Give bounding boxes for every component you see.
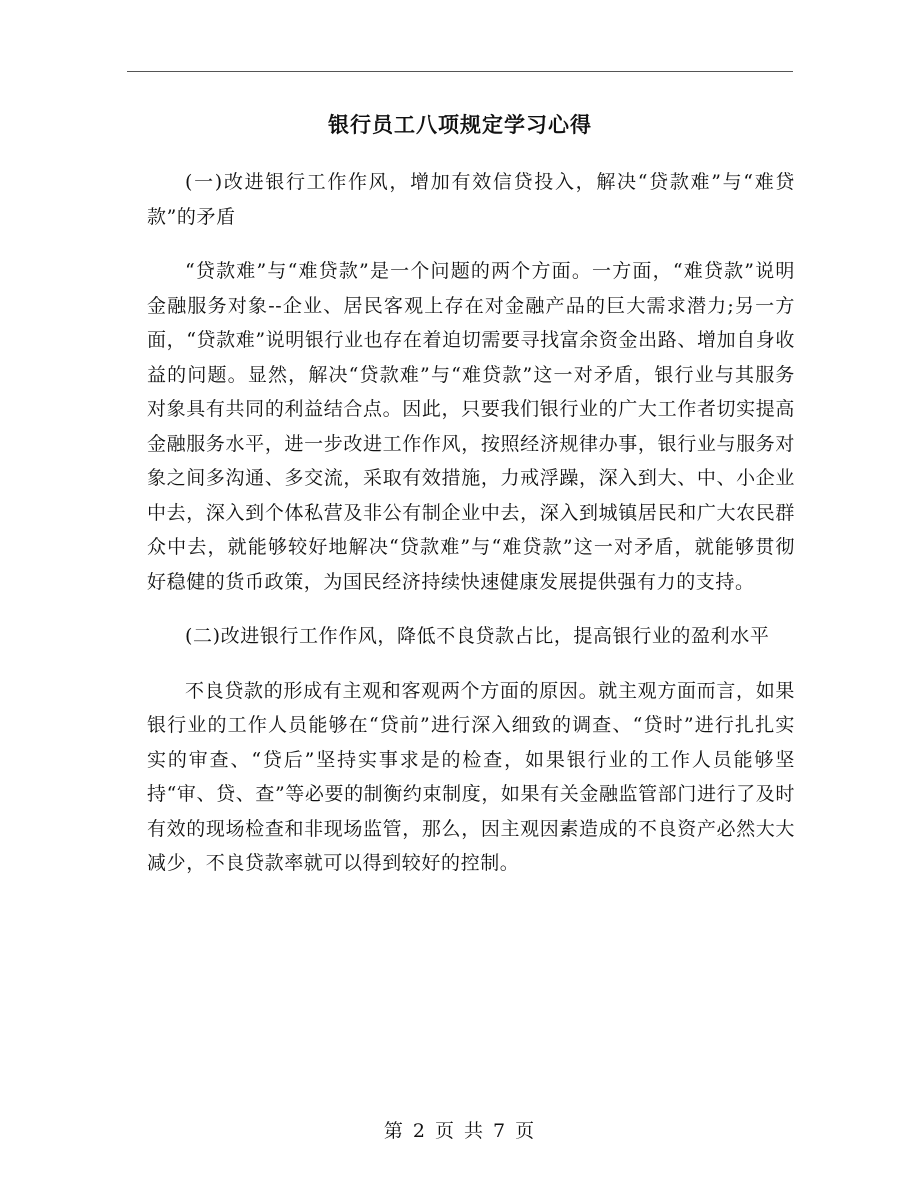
- header-rule: [127, 71, 793, 72]
- page-number-footer: 第 2 页 共 7 页: [383, 1120, 537, 1142]
- document-title: 银行员工八项规定学习心得: [328, 112, 592, 137]
- body-paragraph-1: “贷款难”与“难贷款”是一个问题的两个方面。一方面，“难贷款”说明金融服务对象--企业、居民客观上存在对金融产品的巨大需求潜力;另一方面，“贷款难”说明银行业也存在着迫切需要寻找富余资金出路、增加自身收益的问题。显然，解决“贷款难”与“难贷款”这一对矛盾，银行业与其服务对象具有共同的利益结合点。因此，只要我们银行业的广大工作者切实提高金融服务水平，进一步改进工作作风，按照经济规律办事，银行业与服务对象之间多沟通、多交流，采取有效措施，力戒浮躁，深入到大、中、小企业中去，深入到个体私营及非公有制企业中去，深入到城镇居民和广大农民群众中去，就能够较好地解决“贷款难”与“难贷款”这一对矛盾，就能够贯彻好稳健的货币政策，为国民经济持续快速健康发展提供强有力的支持。: [147, 260, 795, 593]
- section-heading-2: (二)改进银行工作作风，降低不良贷款占比，提高银行业的盈利水平: [185, 625, 770, 647]
- section-heading-1: (一)改进银行工作作风，增加有效信贷投入，解决“贷款难”与“难贷款”的矛盾: [147, 171, 795, 228]
- body-paragraph-2: 不良贷款的形成有主观和客观两个方面的原因。就主观方面而言，如果银行业的工作人员能够在“贷前”进行深入细致的调查、“贷时”进行扎扎实实的审查、“贷后”坚持实事求是的检查，如果银行业的工作人员能够坚持“审、贷、查”等必要的制衡约束制度，如果有关金融监管部门进行了及时有效的现场检查和非现场监管，那么，因主观因素造成的不良资产必然大大减少，不良贷款率就可以得到较好的控制。: [147, 679, 795, 874]
- document-body: [147, 165, 795, 881]
